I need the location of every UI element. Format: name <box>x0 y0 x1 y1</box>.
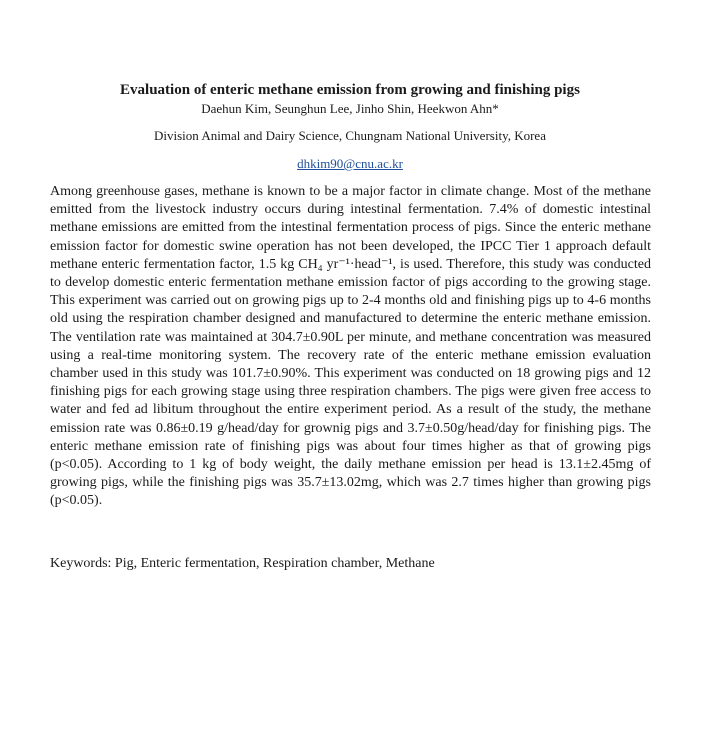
keywords: Keywords: Pig, Enteric fermentation, Respiration chamber, Methane <box>50 556 435 571</box>
abstract <box>50 183 651 511</box>
author-list: Daehun Kim, Seunghun Lee, Jinho Shin, Heekwon Ahn* <box>201 101 499 116</box>
affiliation: Division Animal and Dairy Science, Chungnam National University, Korea <box>154 128 546 143</box>
email-line <box>0 155 700 172</box>
abstract-paragraph: Among greenhouse gases, methane is known to be a major factor in climate change. Most of the methane emitted from the livestock industry occurs during intestinal fermentation. 7.4% of domestic intestinal methane emissions are emitted from the intestinal fermentation process of pigs. Since the enteric methane emission factor for domestic swine operation has not been developed, the IPCC Tier 1 approach default methane enteric fermentation factor, 1.5 kg CH₄ yr⁻¹·head⁻¹, is used. Therefore, this study was conducted to develop domestic enteric fermentation methane emission factor of pigs according to the growing stage. This experiment was carried out on growing pigs up to 2-4 months old and finishing pigs up to 4-6 months old using the respiration chamber designed and manufactured to determine the enteric methane emission. The ventilation rate was maintained at 304.7±0.90L per minute, and methane concentration was measured using a real-time monitoring system. The recovery rate of the enteric methane emission evaluation chamber used in this study was 101.7±0.90%. This experiment was conducted on 18 growing pigs and 12 finishing pigs for each growing stage using three respiration chambers. The pigs were given free access to water and fed ad libitum throughout the entire experiment period. As a result of the study, the methane emission rate was 0.86±0.19 g/head/day for grownig pigs and 3.7±0.50g/head/day for finishing pigs. The enteric methane emission rate of finishing pigs was about four times higher as that of growing pigs (p<0.05). According to 1 kg of body weight, the daily methane emission per head is 13.1±2.45mg of growing pigs, while the finishing pigs was 35.7±13.02mg, which was 2.7 times higher than growing pigs (p<0.05). <box>50 184 651 509</box>
email-link[interactable]: dhkim90@cnu.ac.kr <box>297 156 403 171</box>
paper-title: Evaluation of enteric methane emission from growing and finishing pigs <box>120 82 580 98</box>
